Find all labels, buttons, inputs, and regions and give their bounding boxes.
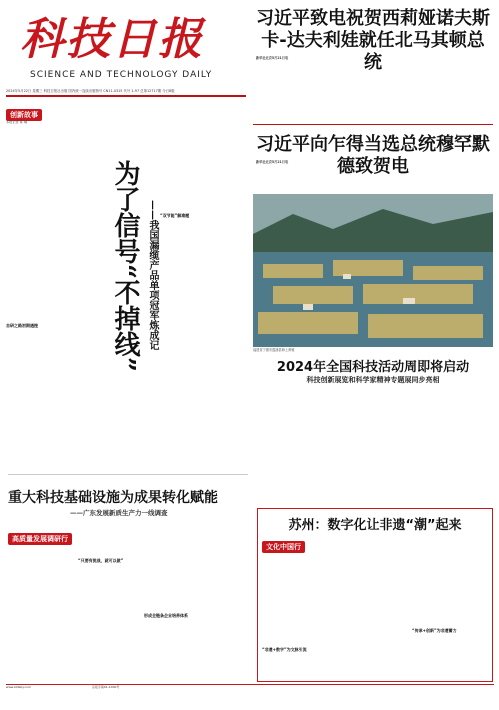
infra-body — [8, 540, 248, 680]
feature-byline: 本报记者 陈 曦 — [6, 120, 28, 124]
suzhou-subhead-1: “非遗+数字”为文脉引流 — [262, 647, 307, 652]
activity-subhead: 科技创新展览和科学家精神专题展同步亮相 — [306, 376, 440, 384]
footer — [6, 684, 494, 706]
feature-subhead-1: 自研之路初期遇挫 — [6, 323, 38, 328]
feature-title: 为了信号“不掉线” — [110, 160, 140, 372]
feature-tag-wrap — [6, 102, 76, 121]
infra-section: 形成全链条企业培养体系 — [144, 613, 188, 618]
second-dateline: 新华社北京5月21日电 — [256, 160, 289, 164]
lead-body — [256, 56, 492, 116]
photo-caption: 福建省宁德市霞浦县海上养殖 — [253, 348, 295, 352]
feature-tag: 创新故事 — [6, 109, 42, 121]
activity-headline: 2024年全国科技活动周即将启动 — [276, 360, 470, 375]
masthead-rule — [6, 95, 246, 97]
infra-tag: 高质量发展调研行 — [8, 533, 72, 545]
lead-dateline: 新华社北京5月21日电 — [256, 56, 289, 60]
suzhou-tag: 文化中国行 — [262, 541, 305, 553]
feature-subhead-2: “双节能”解难题 — [160, 213, 190, 218]
suzhou-body — [262, 548, 488, 678]
suzhou-headline: 苏州：数字化让非遗“潮”起来 — [288, 518, 462, 533]
infra-headline: 重大科技基础设施为成果转化赋能 — [8, 490, 218, 506]
feature-body-left — [6, 128, 100, 468]
suzhou-subhead-2: “传承+创新”为非遗蓄力 — [412, 627, 457, 633]
feature-subhead-3: “只要有挑战，就可以做” — [78, 557, 124, 563]
second-body — [256, 160, 492, 188]
footer-site[interactable]: www.stdaily.com — [6, 685, 31, 689]
lead-headline: 习近平致电祝贺西莉娅诺夫斯卡-达夫利娃就任北马其顿总统 — [256, 8, 490, 73]
infra-subhead: ——广东发展新质生产力一线调查 — [70, 509, 168, 517]
feature-body-right — [160, 160, 246, 460]
masthead-english-title: SCIENCE AND TECHNOLOGY DAILY — [30, 70, 213, 80]
aquaculture-photo — [253, 194, 493, 347]
activity-body — [256, 390, 492, 500]
second-headline: 习近平向乍得当选总统穆罕默德致贺电 — [256, 134, 490, 177]
masthead-meta: 2024年5月22日 星期三 科技日报社出版 国内统一连续出版物号 CN11-0315 代号 1-97 总第12717期 今日8版 — [6, 89, 175, 93]
footer-license: 京报字第01-1000号 — [91, 685, 120, 689]
lead-rule — [253, 124, 493, 125]
feature-subtitle: ——我国漏缆产品单项冠军炼成记 — [147, 200, 158, 350]
masthead-title: 科技日报 — [20, 14, 204, 65]
feature-divider — [8, 474, 248, 475]
